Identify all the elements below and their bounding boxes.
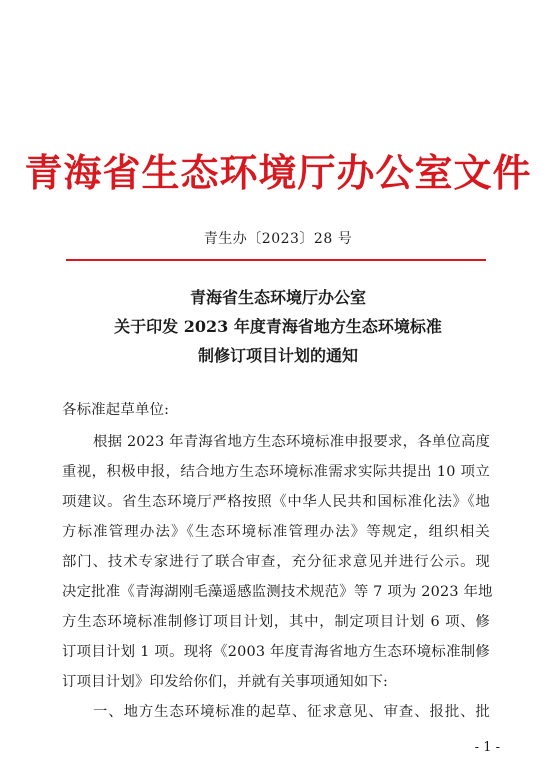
- salutation: 各标准起草单位:: [62, 402, 170, 418]
- notice-title-line-3: 制修订项目计划的通知: [197, 346, 358, 365]
- body-line: 订项目计划》印发给你们，并就有关事项通知如下:: [62, 674, 389, 690]
- notice-title-line-1: 青海省生态环境厅办公室: [189, 288, 366, 307]
- body-line: 方生态环境标准制修订项目计划，其中，制定项目计划 6 项、修: [62, 614, 490, 630]
- body-line: 订项目计划 1 项。现将《2003 年度青海省地方生态环境标准制修: [62, 644, 490, 660]
- body-line: 方标准管理办法》《生态环境标准管理办法》等规定，组织相关: [62, 524, 490, 540]
- document-header-title: 青海省生态环境厅办公室文件: [24, 150, 532, 195]
- body-line: 决定批准《青海湖刚毛藻遥感监测技术规范》等 7 项为 2023 年地: [62, 584, 493, 600]
- red-divider-line: [66, 259, 486, 261]
- document-number: 青生办〔2023〕28 号: [203, 231, 353, 247]
- body-line: 一、地方生态环境标准的起草、征求意见、审查、报批、批: [93, 704, 490, 720]
- body-line: 项建议。省生态环境厅严格按照《中华人民共和国标准化法》《地: [62, 494, 490, 510]
- notice-title-line-2: 关于印发 2023 年度青海省地方生态环境标准: [114, 317, 442, 336]
- page-number: - 1 -: [474, 740, 500, 755]
- body-line: 部门、技术专家进行了联合审查，充分征求意见并进行公示。现: [62, 554, 490, 570]
- body-line: 重视，积极申报，结合地方生态环境标准需求实际共提出 10 项立: [62, 464, 490, 480]
- body-line: 根据 2023 年青海省地方生态环境标准申报要求，各单位高度: [93, 434, 491, 450]
